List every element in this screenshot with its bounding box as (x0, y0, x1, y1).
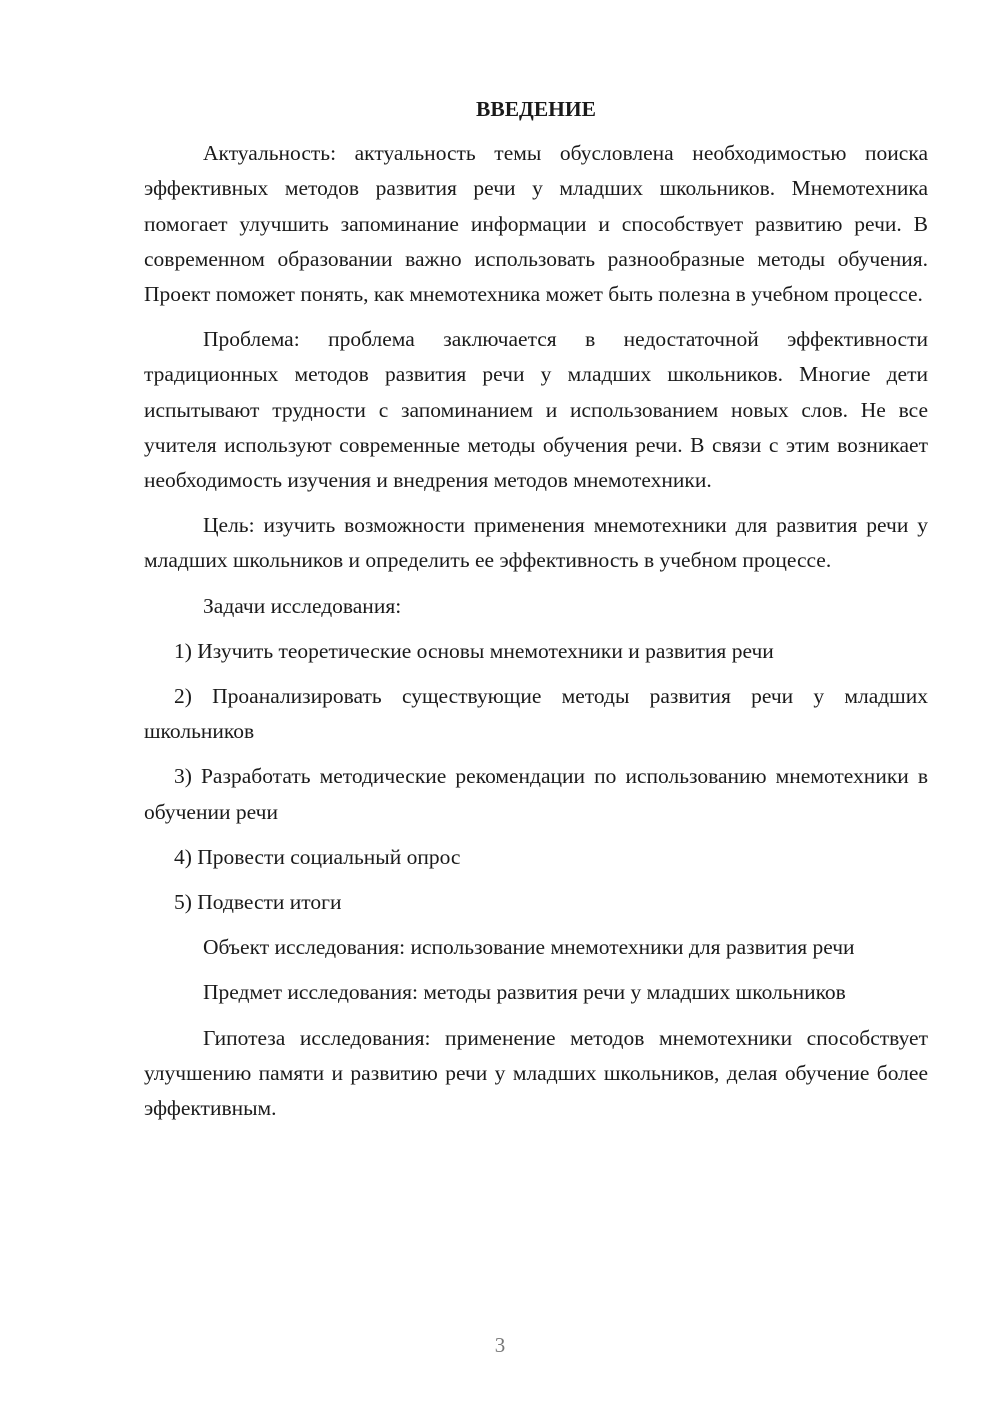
relevance-paragraph: Актуальность: актуальность темы обусловлена необходимостью поиска эффективных методов развития речи у младших школьников. Мнемотехника помогает улучшить запоминание информации и способствует развитию речи. В современном образовании важно использовать разнообразные методы обучения. Проект поможет понять, как мнемотехника может быть полезна в учебном процессе. (144, 141, 928, 307)
problem-paragraph: Проблема: проблема заключается в недостаточной эффективности традиционных методов развития речи у младших школьников. Многие дети испытывают трудности с запоминанием и использованием новых слов. Не все учителя используют современные методы обучения речи. В связи с этим возникает необходимость изучения и внедрения методов мнемотехники. (144, 327, 928, 493)
task-item: 4) Провести социальный опрос (174, 844, 461, 869)
goal-paragraph: Цель: изучить возможности применения мнемотехники для развития речи у младших школьников и определить ее эффективность в учебном процессе. (144, 513, 928, 573)
subject-paragraph: Предмет исследования: методы развития речи у младших школьников (203, 980, 846, 1005)
hypothesis-paragraph: Гипотеза исследования: применение методов мнемотехники способствует улучшению памяти и развитию речи у младших школьников, делая обучение более эффективным. (144, 1025, 928, 1121)
task-item: 2) Проанализировать существующие методы развития речи у младших школьников (144, 684, 928, 744)
task-item: 1) Изучить теоретические основы мнемотехники и развития речи (174, 638, 774, 663)
object-paragraph: Объект исследования: использование мнемотехники для развития речи (203, 935, 855, 960)
task-item: 3) Разработать методические рекомендации по использованию мнемотехники в обучении речи (144, 764, 928, 824)
page-content (144, 92, 928, 1136)
task-item: 5) Подвести итоги (174, 890, 342, 915)
tasks-heading: Задачи исследования: (203, 593, 402, 618)
page-number: 3 (494, 1333, 506, 1357)
section-title: ВВЕДЕНИЕ (476, 97, 596, 121)
